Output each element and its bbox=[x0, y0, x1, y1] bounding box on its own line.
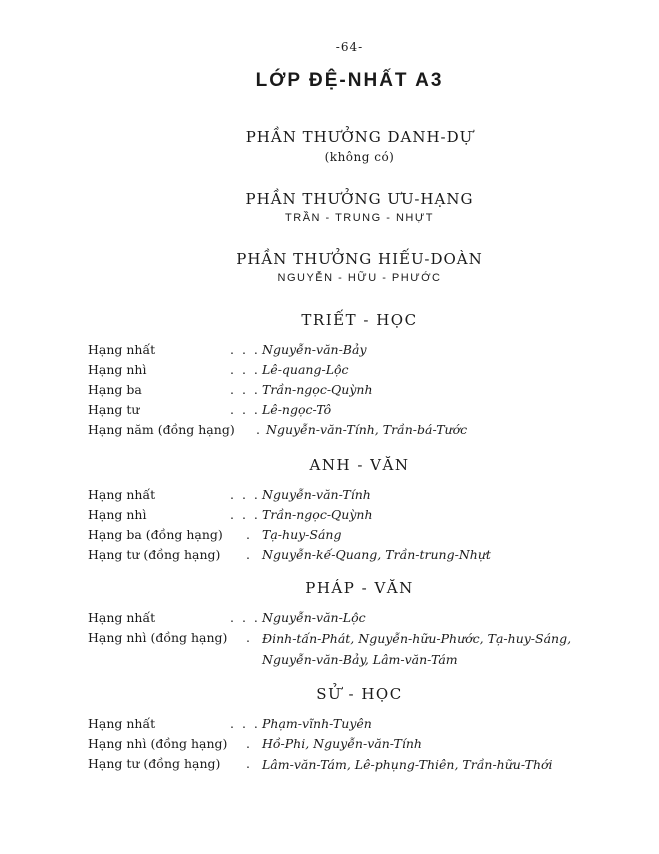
rank-row bbox=[88, 714, 588, 734]
rank-label: Hạng nhất bbox=[88, 716, 156, 731]
rank-dots: . . . bbox=[230, 402, 260, 417]
rank-label: Hạng nhất bbox=[88, 487, 156, 502]
rank-dots: . . . bbox=[230, 716, 260, 731]
rank-dots: . . . bbox=[230, 487, 260, 502]
rank-names: Nguyễn-văn-Tính, Trần-bá-Tước bbox=[266, 422, 468, 437]
rank-names: Nguyễn-văn-Bảy bbox=[262, 342, 367, 357]
rank-label: Hạng nhì bbox=[88, 362, 147, 377]
rank-dots: . bbox=[246, 630, 252, 645]
rank-list-philosophy bbox=[88, 340, 588, 440]
rank-dots: . . . bbox=[230, 507, 260, 522]
rank-names: Đinh-tấn-Phát, Nguyễn-hữu-Phước, Tạ-huy-Sáng, Nguyễn-văn-Bảy, Lâm-văn-Tám bbox=[262, 631, 572, 667]
rank-label: Hạng nhì (đồng hạng) bbox=[88, 630, 228, 645]
rank-row bbox=[88, 340, 588, 360]
rank-label: Hạng tư (đồng hạng) bbox=[88, 756, 221, 771]
rank-names: Nguyễn-kế-Quang, Trần-trung-Nhựt bbox=[262, 547, 491, 562]
award-recipient: TRẦN - TRUNG - NHỰT bbox=[285, 212, 434, 224]
rank-label: Hạng nhì bbox=[88, 507, 147, 522]
rank-names: Hồ-Phi, Nguyễn-văn-Tính bbox=[262, 736, 422, 751]
subject-title-philosophy: TRIẾT - HỌC bbox=[301, 311, 418, 329]
rank-dots: . . . bbox=[230, 610, 260, 625]
subject-title-history: SỬ - HỌC bbox=[316, 685, 403, 703]
rank-label: Hạng tư (đồng hạng) bbox=[88, 547, 221, 562]
rank-label: Hạng ba bbox=[88, 382, 142, 397]
rank-names: Trần-ngọc-Quỳnh bbox=[262, 382, 373, 397]
rank-row bbox=[88, 628, 588, 670]
rank-names: Phạm-vĩnh-Tuyên bbox=[262, 716, 372, 731]
rank-row bbox=[88, 485, 588, 505]
rank-names: Tạ-huy-Sáng bbox=[262, 527, 342, 542]
rank-row bbox=[88, 608, 588, 628]
rank-label: Hạng nhì (đồng hạng) bbox=[88, 736, 228, 751]
rank-dots: . . . bbox=[230, 382, 260, 397]
rank-list-english bbox=[88, 485, 588, 565]
rank-label: Hạng ba (đồng hạng) bbox=[88, 527, 223, 542]
award-note: (không có) bbox=[324, 150, 395, 164]
rank-row bbox=[88, 420, 588, 440]
rank-list-history bbox=[88, 714, 588, 775]
rank-names: Lê-ngọc-Tô bbox=[262, 402, 332, 417]
rank-row bbox=[88, 360, 588, 380]
rank-dots: . bbox=[246, 527, 252, 542]
award-heading: PHẦN THƯỞNG DANH-DỰ bbox=[245, 128, 474, 146]
subject-title-french: PHÁP - VĂN bbox=[305, 579, 414, 597]
rank-label: Hạng nhất bbox=[88, 342, 156, 357]
rank-names: Nguyễn-văn-Tính bbox=[262, 487, 371, 502]
award-filial bbox=[0, 250, 659, 284]
subject-title-english: ANH - VĂN bbox=[309, 456, 410, 474]
rank-names: Trần-ngọc-Quỳnh bbox=[262, 507, 373, 522]
rank-names: Lê-quang-Lộc bbox=[262, 362, 349, 377]
award-heading: PHẦN THƯỞNG HIẾU-DOÀN bbox=[236, 250, 483, 268]
rank-list-french bbox=[88, 608, 588, 670]
rank-row bbox=[88, 734, 588, 754]
award-recipient: NGUYỄN - HỮU - PHƯỚC bbox=[277, 272, 442, 284]
award-excellence bbox=[0, 190, 659, 224]
award-honor bbox=[0, 128, 659, 164]
rank-row bbox=[88, 545, 588, 565]
rank-row bbox=[88, 525, 588, 545]
rank-dots: . bbox=[246, 547, 252, 562]
rank-row bbox=[88, 380, 588, 400]
award-heading: PHẦN THƯỞNG ƯU-HẠNG bbox=[245, 190, 474, 208]
rank-dots: . bbox=[246, 736, 252, 751]
rank-label: Hạng tư bbox=[88, 402, 140, 417]
page-title: LỚP ĐỆ-NHẤT A3 bbox=[255, 70, 444, 91]
rank-names: Lâm-văn-Tám, Lê-phụng-Thiên, Trần-hữu-Thới bbox=[262, 757, 553, 772]
rank-dots: . . . bbox=[230, 362, 260, 377]
rank-dots: . bbox=[256, 422, 262, 437]
rank-label: Hạng nhất bbox=[88, 610, 156, 625]
rank-names: Nguyễn-văn-Lộc bbox=[262, 610, 366, 625]
rank-row bbox=[88, 505, 588, 525]
rank-label: Hạng năm (đồng hạng) bbox=[88, 422, 235, 437]
rank-row bbox=[88, 400, 588, 420]
rank-dots: . . . bbox=[230, 342, 260, 357]
rank-row bbox=[88, 754, 588, 775]
rank-dots: . bbox=[246, 756, 252, 771]
page-number: -64- bbox=[335, 40, 364, 54]
